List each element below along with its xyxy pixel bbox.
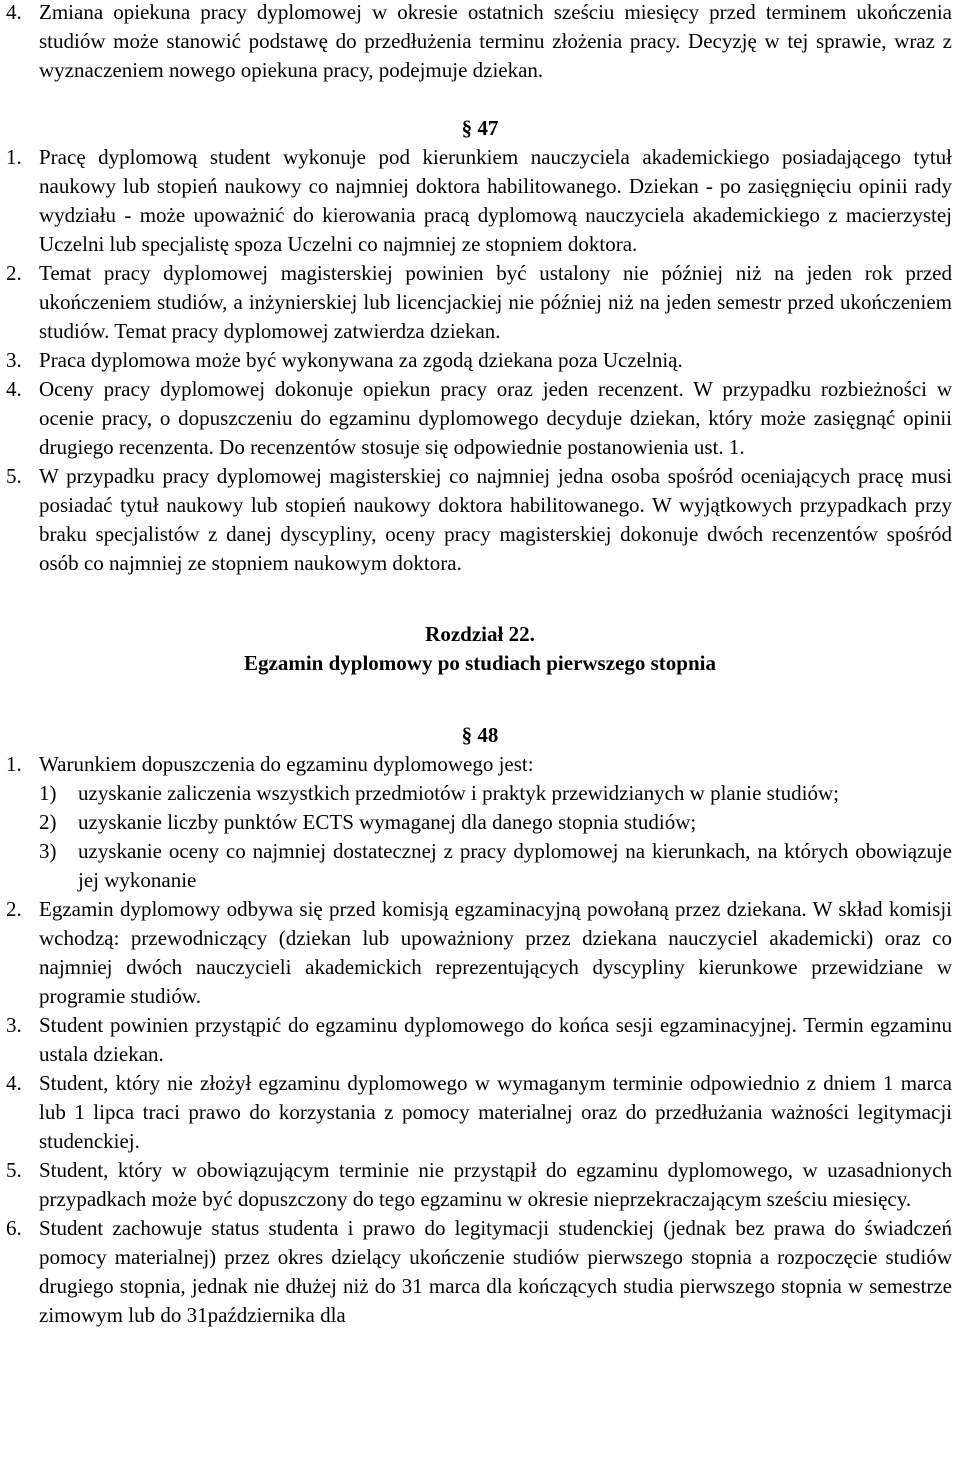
item-number: 2. [6,261,22,285]
sub-item-number: 1) [39,781,57,805]
item-text: Temat pracy dyplomowej magisterskiej powinien być ustalony nie później niż na jeden rok przed ukończeniem studiów, a inżynierskiej lub licencjackiej nie później niż na jeden semestr przed ukończeniem studiów. Temat pracy dyplomowej zatwierdza dziekan. [39,261,952,343]
item-text: Student zachowuje status studenta i prawo do legitymacji studenckiej (jednak bez prawa do świadczeń pomocy materialnej) przez okres dzielący ukończenie studiów pierwszego stopnia a rozpoczęcie studiów drugiego stopnia, jednak nie dłużej niż do 31 marca dla kończących studia pierwszego stopnia w semestrze zimowym lub do 31października dla [39,1216,952,1327]
sub-item-text: uzyskanie liczby punktów ECTS wymaganej dla danego stopnia studiów; [78,810,697,834]
item-text: Praca dyplomowa może być wykonywana za zgodą dziekana poza Uczelnią. [39,348,683,372]
section-48-item-3 [0,1011,960,1069]
item-number: 4. [6,1071,22,1095]
section-47-title: § 47 [461,116,499,140]
sub-item-text: uzyskanie zaliczenia wszystkich przedmiotów i praktyk przewidzianych w planie studiów; [78,781,840,805]
item-text: Oceny pracy dyplomowej dokonuje opiekun pracy oraz jeden recenzent. W przypadku rozbieżności w ocenie pracy, o dopuszczeniu do egzaminu dyplomowego decyduje dziekan, który może zasięgnąć opinii drugiego recenzenta. Do recenzentów stosuje się odpowiednie postanowienia ust. 1. [39,377,952,459]
item-number: 4. [6,0,22,24]
section-47-item-2 [0,259,960,346]
sub-item-2 [0,808,960,837]
section-48-item-4 [0,1069,960,1156]
item-number: 3. [6,348,22,372]
sub-item-number: 2) [39,810,57,834]
section-47-item-1 [0,143,960,259]
item-text: Student powinien przystąpić do egzaminu dyplomowego do końca sesji egzaminacyjnej. Termin egzaminu ustala dziekan. [39,1013,952,1066]
paragraph-4 [0,0,960,85]
section-48-item-1 [0,750,960,779]
sub-item-1 [0,779,960,808]
sub-item-text: uzyskanie oceny co najmniej dostatecznej z pracy dyplomowej na kierunkach, na których obowiązuje jej wykonanie [78,839,952,892]
item-text: Warunkiem dopuszczenia do egzaminu dyplomowego jest: [39,752,534,776]
chapter-title: Egzamin dyplomowy po studiach pierwszego stopnia [244,651,716,675]
item-number: 3. [6,1013,22,1037]
item-text: W przypadku pracy dyplomowej magisterskiej co najmniej jedna osoba spośród oceniających pracę musi posiadać tytuł naukowy lub stopień naukowy doktora habilitowanego. W wyjątkowych przypadkach przy braku specjalistów z danej dyscypliny, oceny pracy magisterskiej dokonuje dwóch recenzentów spośród osób co najmniej ze stopniem naukowym doktora. [39,464,952,575]
chapter-label: Rozdział 22. [425,622,535,646]
item-number: 6. [6,1216,22,1240]
item-number: 1. [6,145,22,169]
section-48-item-2 [0,895,960,1011]
section-48-item-6 [0,1214,960,1330]
sub-item-3 [0,837,960,895]
section-47-item-3 [0,346,960,375]
item-text: Egzamin dyplomowy odbywa się przed komisją egzaminacyjną powołaną przez dziekana. W skład komisji wchodzą: przewodniczący (dziekan lub upoważniony przez dziekana nauczyciel akademicki) oraz co najmniej dwóch nauczycieli akademickich reprezentujących dyscypliny kierunkowe przewidziane w programie studiów. [39,897,952,1008]
item-text: Zmiana opiekuna pracy dyplomowej w okresie ostatnich sześciu miesięcy przed terminem ukończenia studiów może stanowić podstawę do przedłużenia terminu złożenia pracy. Decyzję w tej sprawie, wraz z wyznaczeniem nowego opiekuna pracy, podejmuje dziekan. [39,0,952,82]
section-48-title: § 48 [461,723,499,747]
item-number: 5. [6,464,22,488]
item-number: 1. [6,752,22,776]
item-number: 5. [6,1158,22,1182]
item-number: 4. [6,377,22,401]
item-text: Student, który w obowiązującym terminie nie przystąpił do egzaminu dyplomowego, w uzasadnionych przypadkach może być dopuszczony do tego egzaminu w okresie nieprzekraczającym sześciu miesięcy. [39,1158,952,1211]
item-number: 2. [6,897,22,921]
sub-item-number: 3) [39,839,57,863]
item-text: Pracę dyplomową student wykonuje pod kierunkiem nauczyciela akademickiego posiadającego tytuł naukowy lub stopień naukowy co najmniej doktora habilitowanego. Dziekan - po zasięgnięciu opinii rady wydziału - może upoważnić do kierowania pracą dyplomową nauczyciela akademickiego z macierzystej Uczelni lub specjalistę spoza Uczelni co najmniej ze stopniem doktora. [39,145,952,256]
item-text: Student, który nie złożył egzaminu dyplomowego w wymaganym terminie odpowiednio z dniem 1 marca lub 1 lipca traci prawo do korzystania z pomocy materialnej oraz do przedłużania ważności legitymacji studenckiej. [39,1071,952,1153]
section-47-item-5 [0,462,960,578]
section-47-item-4 [0,375,960,462]
section-48-item-5 [0,1156,960,1214]
